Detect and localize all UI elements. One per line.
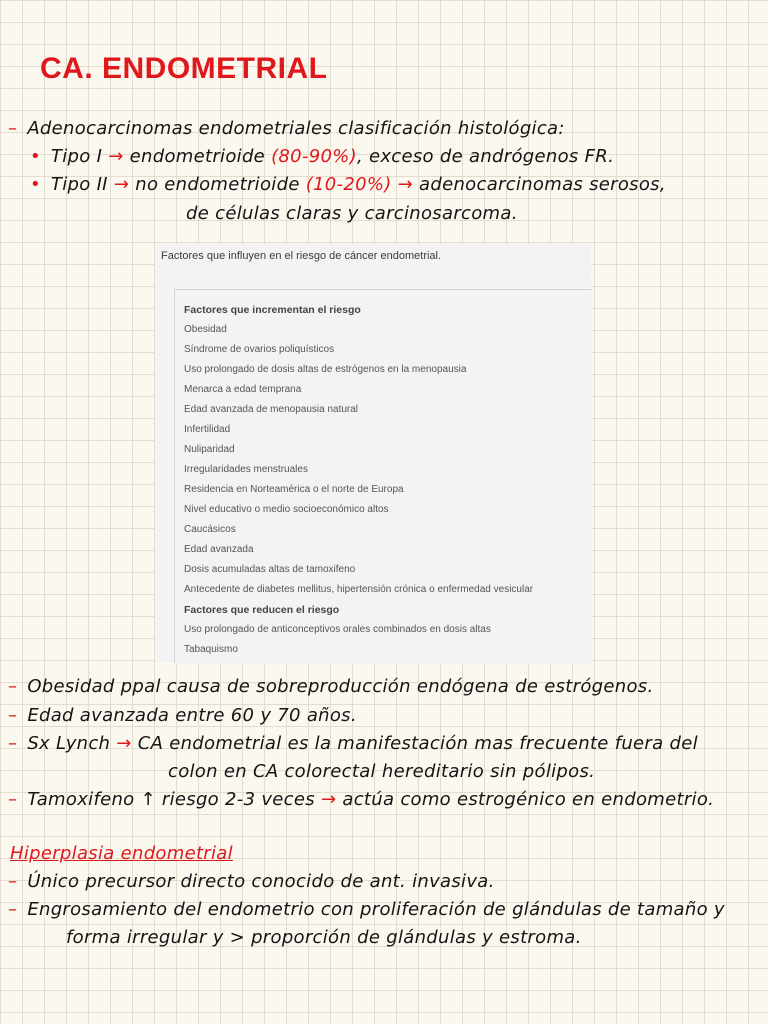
dash-marker: –: [8, 899, 18, 920]
table-row: Dosis acumuladas altas de tamoxifeno: [184, 564, 356, 575]
table-body: [174, 289, 592, 663]
table-row: Antecedente de diabetes mellitus, hipertensión crónica o enfermedad vesicular: [184, 584, 534, 595]
table-row: Nuliparidad: [184, 444, 235, 455]
table-row: Infertilidad: [184, 424, 231, 435]
table-row: Edad avanzada de menopausia natural: [184, 404, 359, 415]
table-row: Obesidad: [184, 324, 227, 335]
risk-factors-table: [155, 244, 591, 662]
table-row: Edad avanzada: [184, 544, 254, 555]
tipo2-rest: adenocarcinomas serosos,: [419, 174, 666, 195]
hiperplasia-line2: [8, 899, 725, 920]
table-row: Nivel educativo o medio socioeconómico altos: [184, 504, 389, 515]
note-tamoxifeno: [8, 789, 714, 810]
table-row: Menarca a edad temprana: [184, 384, 302, 395]
arrow-icon: →: [320, 789, 337, 810]
tipo1-text: endometrioide: [129, 146, 266, 167]
dash-marker: –: [8, 705, 18, 726]
note-lynch-continuation: colon en CA colorectal hereditario sin pólipos.: [168, 761, 596, 782]
bullet-icon: •: [30, 174, 41, 195]
note-obesidad-text: Obesidad ppal causa de sobreproducción endógena de estrógenos.: [27, 676, 654, 697]
hiperplasia-line1: [8, 871, 495, 892]
note-lynch-b: CA endometrial es la manifestación mas frecuente fuera del: [137, 733, 698, 754]
table-row: Caucásicos: [184, 524, 236, 535]
table-row: Uso prolongado de dosis altas de estrógenos en la menopausia: [184, 364, 467, 375]
hiperplasia-heading: Hiperplasia endometrial: [10, 843, 233, 864]
table-row: Irregularidades menstruales: [184, 464, 308, 475]
note-obesidad: [8, 676, 654, 697]
note-lynch: [8, 733, 698, 754]
tipo2-continuation: de células claras y carcinosarcoma.: [186, 203, 518, 224]
dash-marker: –: [8, 789, 18, 810]
dash-marker: –: [8, 118, 18, 139]
tipo2-text: no endometrioide: [135, 174, 300, 195]
intro-heading-line: [8, 118, 565, 139]
dash-marker: –: [8, 871, 18, 892]
reduce-header: Factores que reducen el riesgo: [184, 604, 340, 616]
tipo1-percent: (80-90%): [271, 146, 357, 167]
intro-heading: Adenocarcinomas endometriales clasificación histológica:: [27, 118, 565, 139]
arrow-icon: →: [116, 733, 132, 754]
tipo1-line: [30, 146, 614, 167]
note-lynch-a: Sx Lynch: [27, 733, 111, 754]
tipo1-rest: , exceso de andrógenos FR.: [356, 146, 615, 167]
tipo1-label: Tipo I: [50, 146, 103, 167]
hiperplasia-line3: forma irregular y > proporción de glándulas y estroma.: [66, 927, 582, 948]
dash-marker: –: [8, 733, 18, 754]
table-row: Uso prolongado de anticonceptivos orales combinados en dosis altas: [184, 624, 491, 635]
note-tamox-a: Tamoxifeno ↑ riesgo 2-3 veces: [27, 789, 315, 810]
arrow-icon: →: [397, 174, 414, 195]
tipo2-percent: (10-20%): [305, 174, 392, 195]
arrow-icon: →: [113, 174, 130, 195]
table-row: Tabaquismo: [184, 644, 238, 655]
bullet-icon: •: [30, 146, 41, 167]
hiperplasia-line2-text: Engrosamiento del endometrio con proliferación de glándulas de tamaño y: [27, 899, 725, 920]
table-row: Residencia en Norteamérica o el norte de Europa: [184, 484, 404, 495]
note-edad: [8, 705, 357, 726]
tipo2-line: [30, 174, 666, 195]
hiperplasia-line1-text: Único precursor directo conocido de ant. invasiva.: [27, 871, 495, 892]
page-title: CA. ENDOMETRIAL: [40, 52, 328, 85]
increase-header: Factores que incrementan el riesgo: [184, 304, 361, 316]
table-caption: Factores que influyen en el riesgo de cáncer endometrial.: [161, 250, 442, 262]
dash-marker: –: [8, 676, 18, 697]
tipo2-label: Tipo II: [50, 174, 108, 195]
table-row: Síndrome de ovarios poliquísticos: [184, 344, 335, 355]
note-tamox-b: actúa como estrogénico en endometrio.: [342, 789, 715, 810]
note-edad-text: Edad avanzada entre 60 y 70 años.: [27, 705, 357, 726]
arrow-icon: →: [108, 146, 124, 167]
